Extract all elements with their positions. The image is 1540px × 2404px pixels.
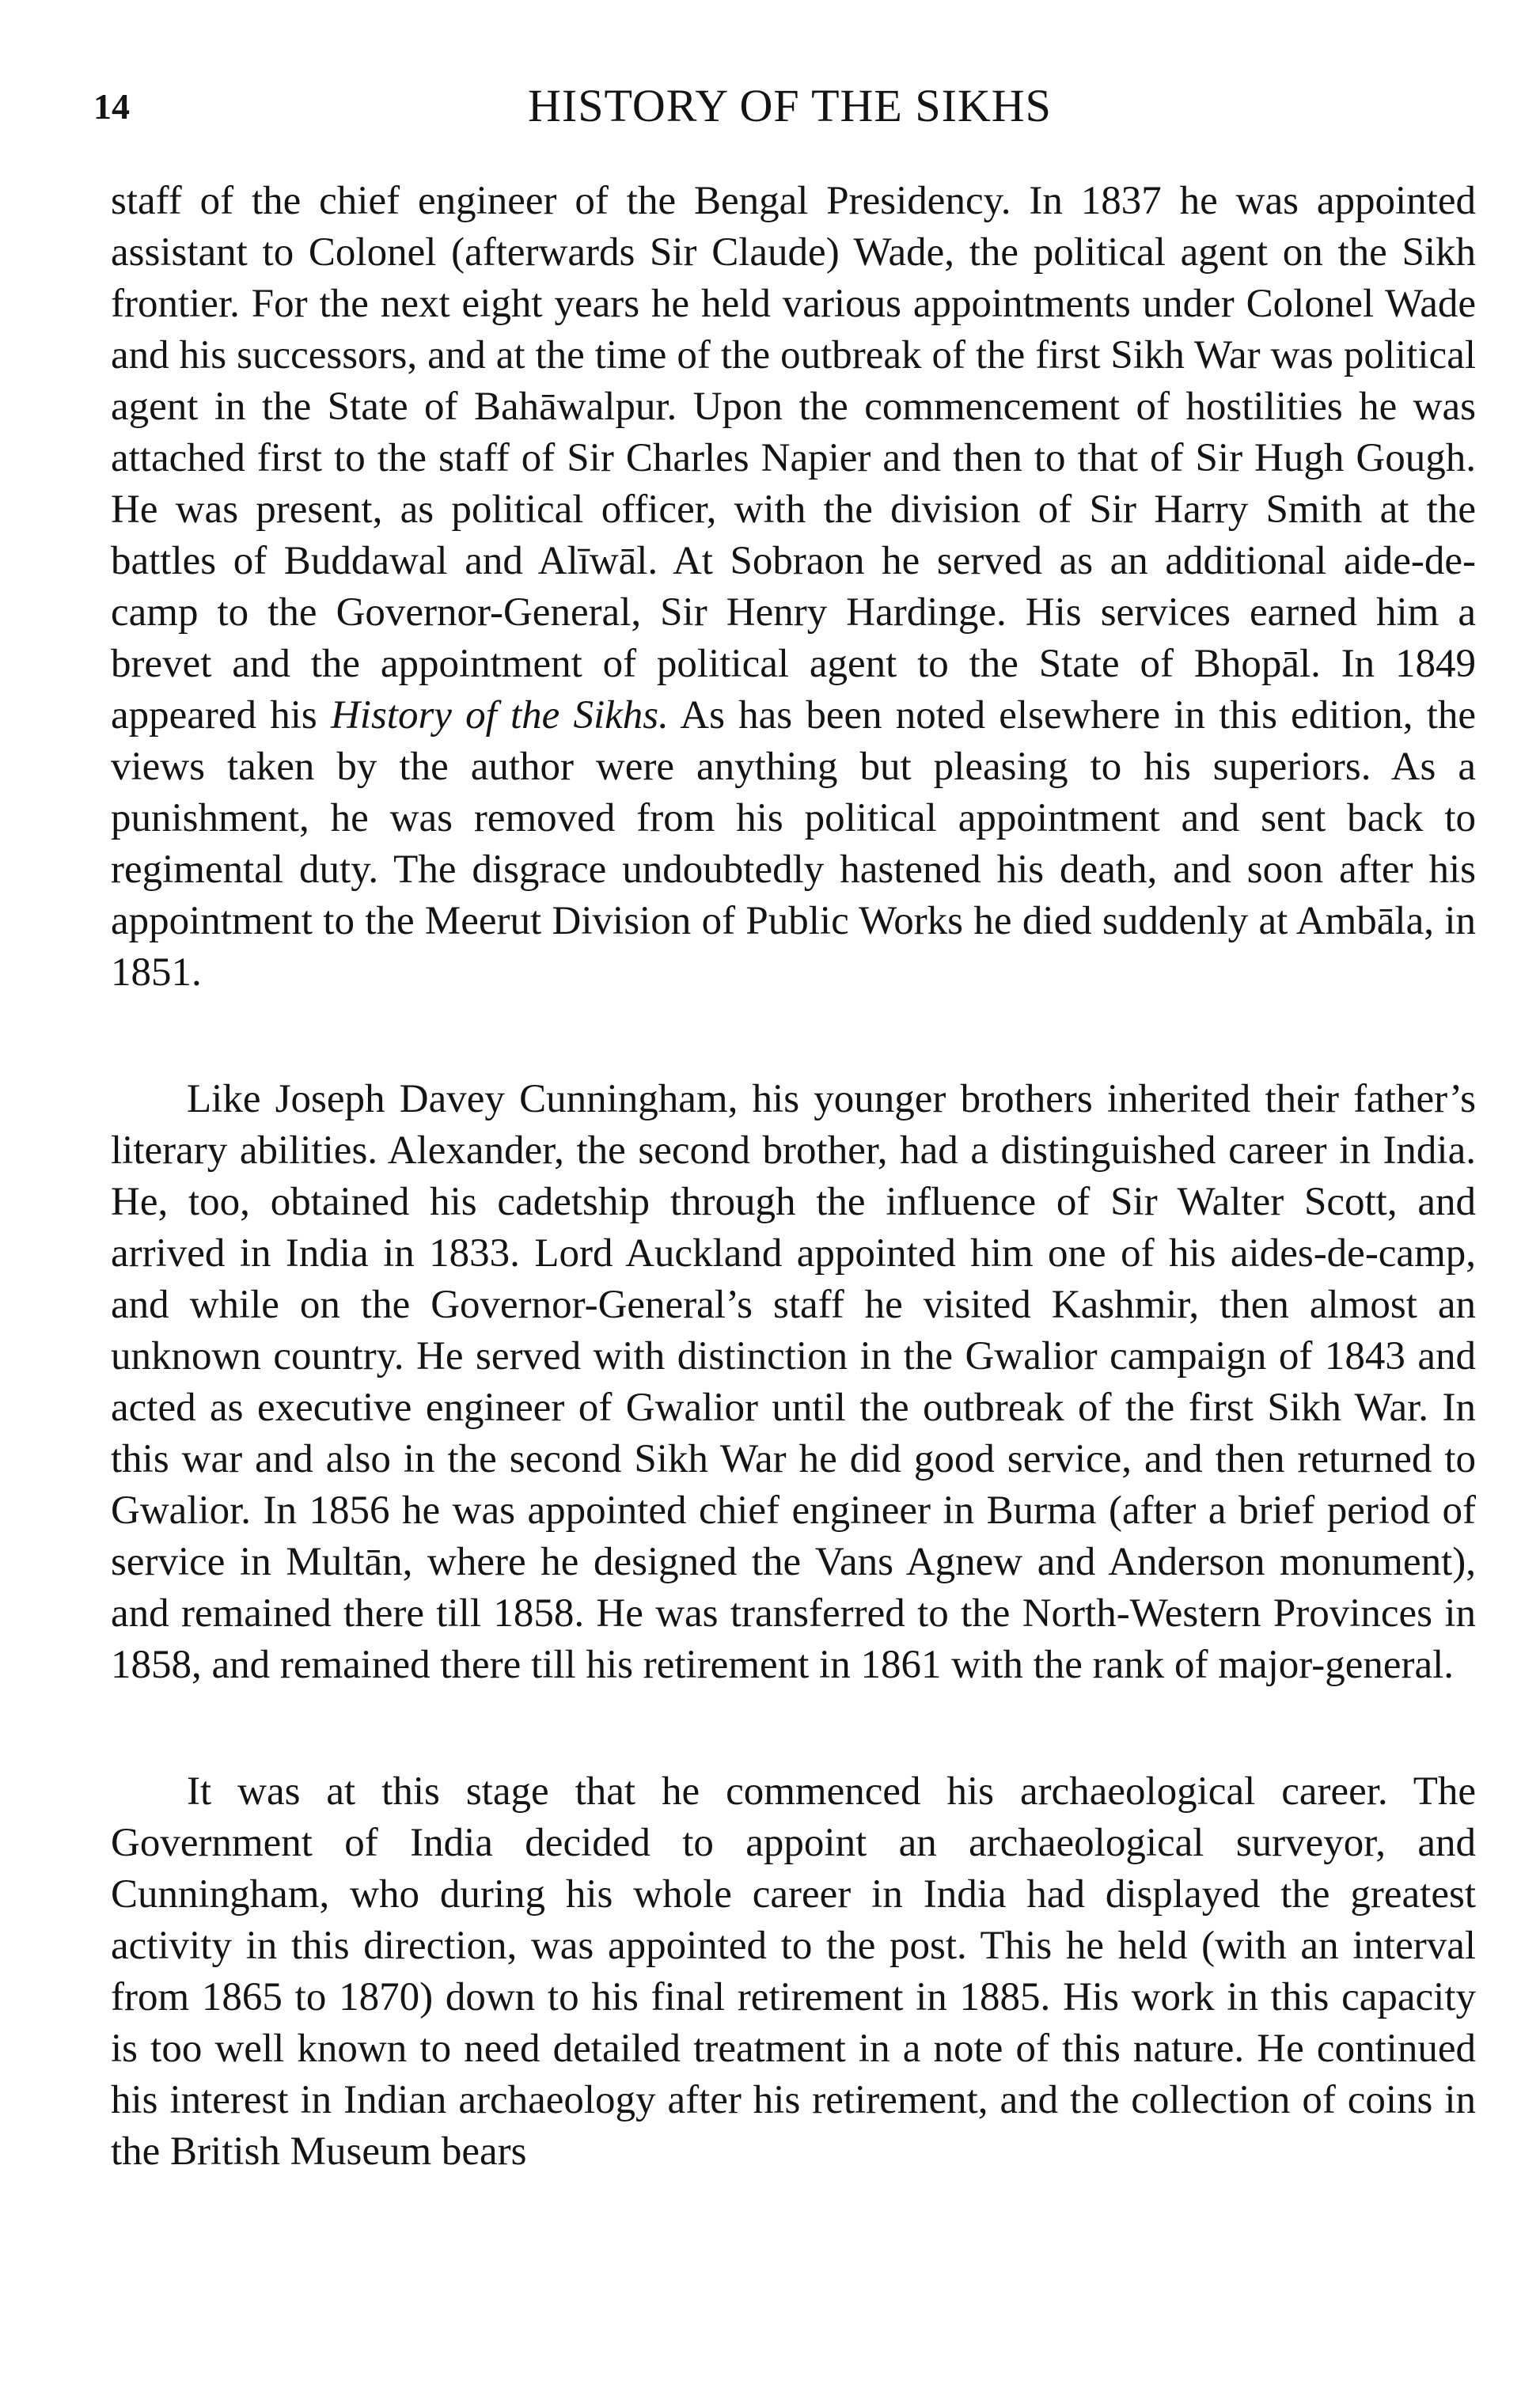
page-header [93,79,1486,150]
paragraph-3: It was at this stage that he commenced his archaeological career. The Government of India decided to appoint an archaeological surveyor, and Cunningham, who during his whole career in India had displayed the greatest activity in this direction, was appointed to the post. This he held (with an interval from 1865 to 1870) down to his final retirement in 1885. His work in this capacity is too well known to need detailed treatment in a note of this nature. He continued his interest in Indian archaeology after his retirement, and the collection of coins in the British Museum bears [111,1769,1476,2174]
paragraph-1 [111,176,1476,999]
body-text [111,176,1476,2178]
running-title: HISTORY OF THE SIKHS [528,80,1052,131]
page-number: 14 [93,86,130,127]
paragraph-1-text-before: staff of the chief engineer of the Bengal Presidency. In 1837 he was appointed assistant to Colonel (afterwards Sir Claude) Wade, the political agent on the Sikh frontier. For the next eight years he held various appointments under Colonel Wade and his successors, and at the time of the outbreak of the first Sikh War was political agent in the State of Bahāwalpur. Upon the commencement of hostilities he was attached first to the staff of Sir Charles Napier and then to that of Sir Hugh Gough. He was present, as political officer, with the division of Sir Harry Smith at the battles of Buddawal and Alīwāl. At Sobraon he served as an additional aide-de-camp to the Governor-General, Sir Henry Hardinge. His services earned him a brevet and the appointment of political agent to the State of Bhopāl. In 1849 appeared his [111,179,1476,738]
paragraph-1-text-after: As has been noted elsewhere in this edition, the views taken by the author were anything but pleasing to his superiors. As a punishment, he was removed from his political appointment and sent back to regimental duty. The disgrace undoubtedly hastened his death, and soon after his appointment to the Meerut Division of Public Works he died suddenly at Ambāla, in 1851. [111,693,1477,995]
book-title-italic: History of the Sikhs. [330,693,669,738]
paragraph-2: Like Joseph Davey Cunningham, his younger brothers inherited their father’s literary abilities. Alexander, the second brother, had a distinguished career in India. He, too, obtained his cadetship through the influence of Sir Walter Scott, and arrived in India in 1833. Lord Auckland appointed him one of his aides-de-camp, and while on the Governor-General’s staff he visited Kashmir, then almost an unknown country. He served with distinction in the Gwalior campaign of 1843 and acted as executive engineer of Gwalior until the outbreak of the first Sikh War. In this war and also in the second Sikh War he did good service, and then returned to Gwalior. In 1856 he was appointed chief engineer in Burma (after a brief period of service in Multān, where he designed the Vans Agnew and Anderson monument), and remained there till 1858. He was transferred to the North-Western Provinces in 1858, and remained there till his retirement in 1861 with the rank of major-general. [111,1077,1476,1687]
